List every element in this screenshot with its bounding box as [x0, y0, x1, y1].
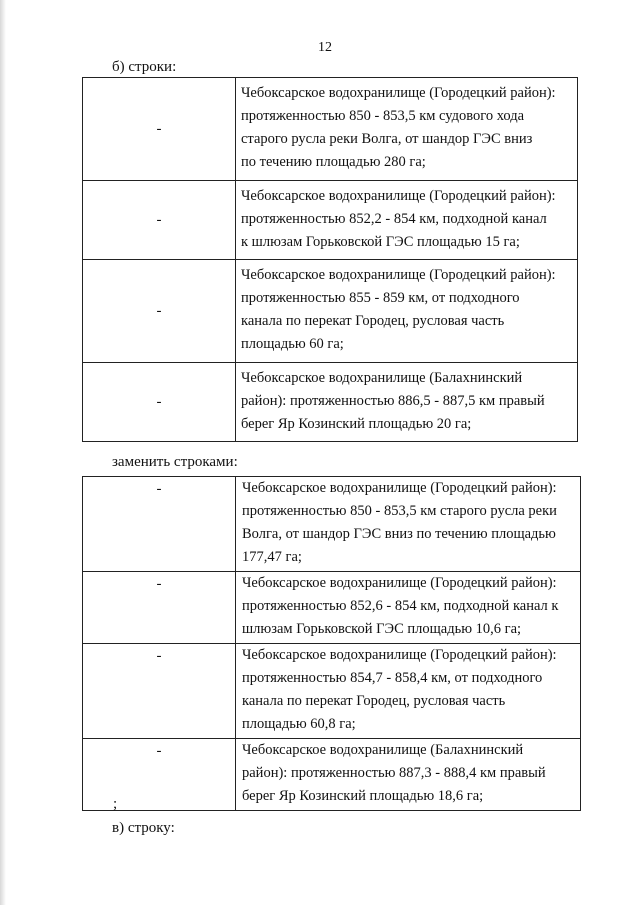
row-text: Чебоксарское водохранилище (Городецкий район): протяженностью 854,7 - 858,4 км, от подходного канала по перекат Городец, русловая часть площадью 60,8 га;	[236, 644, 581, 739]
row-text: Чебоксарское водохранилище (Городецкий район): протяженностью 852,6 - 854 км, подходной канал к шлюзам Горьковской ГЭС площадью 10,6 га;	[236, 572, 581, 644]
row-mark: -	[83, 477, 236, 572]
row-mark: -	[83, 181, 236, 260]
page-number: 12	[318, 40, 332, 55]
row-text: Чебоксарское водохранилище (Городецкий район): протяженностью 855 - 859 км, от подходного канала по перекат Городец, русловая часть площадью 60 га;	[236, 260, 578, 363]
row-mark: -	[83, 572, 236, 644]
table-row	[83, 78, 578, 181]
table-row	[83, 260, 578, 363]
row-mark: -	[83, 260, 236, 363]
section-b-heading: б) строки:	[112, 59, 177, 75]
row-text: Чебоксарское водохранилище (Городецкий район): протяженностью 852,2 - 854 км, подходной канал к шлюзам Горьковской ГЭС площадью 15 га;	[236, 181, 578, 260]
scan-edge-shadow	[0, 0, 6, 905]
table-row	[83, 739, 581, 811]
row-mark: -	[83, 363, 236, 442]
row-mark: -	[83, 78, 236, 181]
after-table-mark: ;	[113, 796, 118, 812]
table-row	[83, 181, 578, 260]
row-text: Чебоксарское водохранилище (Городецкий район): протяженностью 850 - 853,5 км старого русла реки Волга, от шандор ГЭС вниз по течению площадью 177,47 га;	[236, 477, 581, 572]
row-text: Чебоксарское водохранилище (Городецкий район): протяженностью 850 - 853,5 км судового хода старого русла реки Волга, от шандор ГЭС вниз по течению площадью 280 га;	[236, 78, 578, 181]
row-mark: -	[83, 644, 236, 739]
table-row	[83, 644, 581, 739]
new-rows-table	[82, 476, 581, 811]
row-text: Чебоксарское водохранилище (Балахнинский район): протяженностью 887,3 - 888,4 км правый берег Яр Козинский площадью 18,6 га;	[236, 739, 581, 811]
old-rows-table	[82, 77, 578, 442]
table-row	[83, 572, 581, 644]
replace-heading: заменить строками:	[112, 454, 238, 470]
table-row	[83, 477, 581, 572]
section-v-heading: в) строку:	[112, 820, 175, 836]
row-text: Чебоксарское водохранилище (Балахнинский район): протяженностью 886,5 - 887,5 км правый берег Яр Козинский площадью 20 га;	[236, 363, 578, 442]
table-row	[83, 363, 578, 442]
row-mark: -	[83, 739, 236, 811]
